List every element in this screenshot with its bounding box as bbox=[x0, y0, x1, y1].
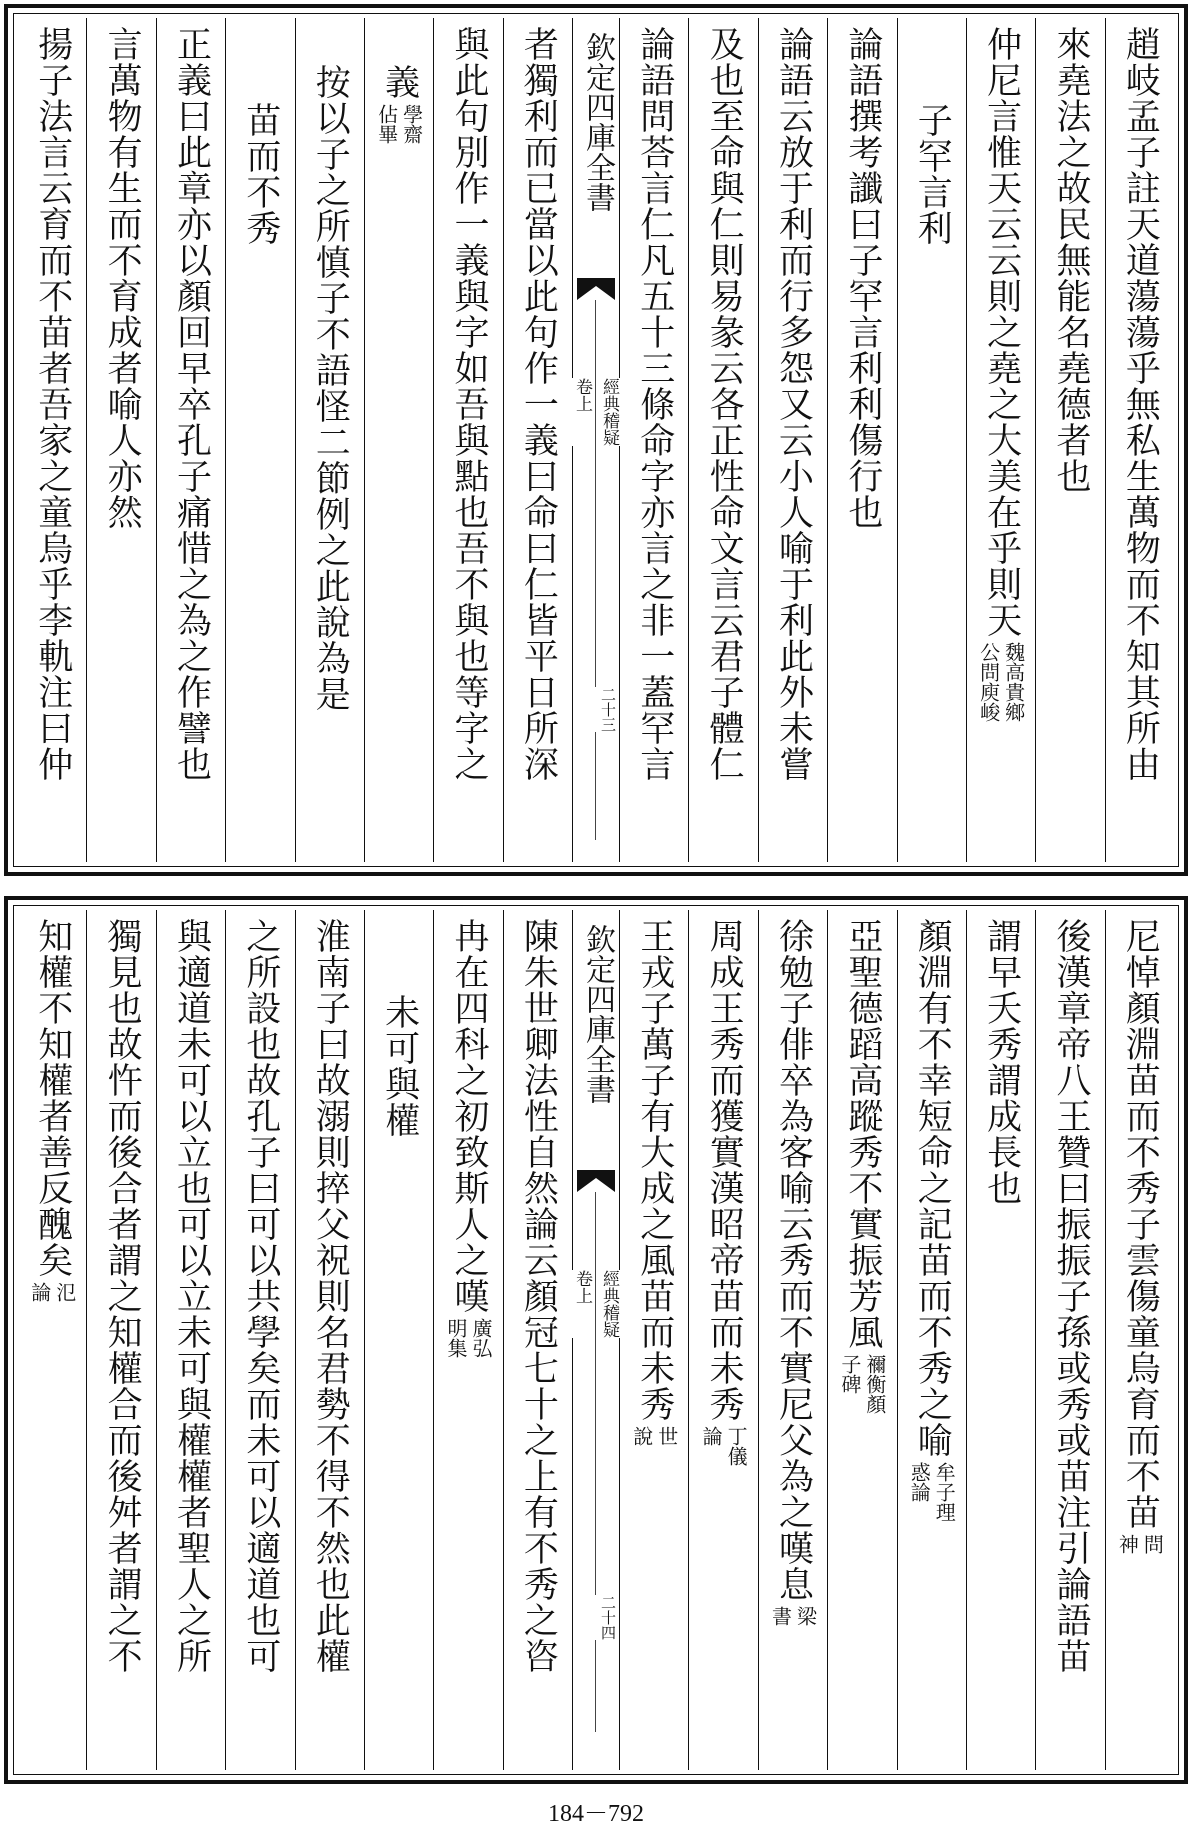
column-text: 與此句別作一義與字如吾與點也吾不與也等字之 bbox=[448, 26, 489, 782]
column-text: 及也至命與仁則易彖云各正性命文言云君子體仁 bbox=[704, 26, 745, 782]
text-column bbox=[503, 18, 572, 862]
column-text: 周成王秀而獲實漢昭帝苗而未秀 bbox=[704, 918, 745, 1422]
text-column bbox=[1035, 910, 1104, 1770]
book-title: 經典稽疑 bbox=[597, 1270, 622, 1338]
text-column bbox=[156, 910, 225, 1770]
volume-label: 卷上 bbox=[570, 1270, 595, 1338]
column-text: 亞聖德蹈高蹤秀不實振芳風 bbox=[842, 918, 883, 1350]
note-line: 禰衡顏 bbox=[862, 1354, 887, 1414]
note-line: 世 bbox=[654, 1426, 679, 1446]
note-line: 學齋 bbox=[399, 104, 424, 144]
volume-label: 卷上 bbox=[570, 378, 595, 446]
annotation-note bbox=[908, 1462, 955, 1522]
annotation-note bbox=[839, 1354, 886, 1414]
note-line: 問 bbox=[1140, 1534, 1165, 1554]
bottom-page-columns bbox=[18, 910, 1174, 1770]
note-line: 神 bbox=[1115, 1534, 1140, 1554]
text-column bbox=[503, 910, 572, 1770]
annotation-note bbox=[978, 642, 1025, 722]
note-line: 明集 bbox=[443, 1318, 468, 1358]
fishtail-mark-icon bbox=[577, 278, 615, 300]
book-title-block bbox=[573, 378, 619, 446]
column-text: 言萬物有生而不育成者喻人亦然 bbox=[102, 26, 143, 530]
text-column bbox=[619, 910, 688, 1770]
text-column bbox=[758, 910, 827, 1770]
column-text: 獨見也故忤而後合者謂之知權合而後舛者謂之不 bbox=[102, 918, 143, 1674]
text-column bbox=[364, 18, 433, 862]
column-text: 論語撰考讖曰子罕言利利傷行也 bbox=[842, 26, 883, 530]
text-column bbox=[1035, 18, 1104, 862]
text-column bbox=[966, 910, 1035, 1770]
leaf-number: 二十四 bbox=[573, 1595, 619, 1640]
book-title: 經典稽疑 bbox=[597, 378, 622, 446]
text-column bbox=[295, 18, 364, 862]
annotation-note bbox=[445, 1318, 492, 1358]
annotation-note bbox=[376, 104, 423, 144]
collection-title: 欽定四庫全書 bbox=[580, 924, 615, 1104]
column-text: 謂早夭秀謂成長也 bbox=[981, 918, 1022, 1206]
center-gutter bbox=[572, 910, 619, 1770]
text-column bbox=[1105, 18, 1174, 862]
fishtail-mark-icon bbox=[577, 1170, 615, 1192]
bottom-page-frame bbox=[4, 896, 1188, 1784]
top-page-frame bbox=[4, 4, 1188, 876]
text-column bbox=[619, 18, 688, 862]
text-column bbox=[295, 910, 364, 1770]
note-line: 子碑 bbox=[837, 1354, 862, 1394]
leaf-number: 二十三 bbox=[573, 687, 619, 732]
column-text: 淮南子曰故溺則捽父祝則名君勢不得不然也此權 bbox=[310, 918, 351, 1674]
column-text: 來堯法之故民無能名堯德者也 bbox=[1050, 26, 1091, 494]
column-text: 陳朱世卿法性自然論云顏冠七十之上有不秀之咨 bbox=[518, 918, 559, 1674]
text-column bbox=[86, 910, 155, 1770]
center-gutter bbox=[572, 18, 619, 862]
column-text: 知權不知權者善反醜矣 bbox=[32, 918, 73, 1278]
top-page-columns bbox=[18, 18, 1174, 862]
text-column bbox=[827, 910, 896, 1770]
column-text: 者獨利而已當以此句作一義曰命曰仁皆平日所深 bbox=[518, 26, 559, 782]
text-column bbox=[433, 18, 502, 862]
book-title-block bbox=[573, 1270, 619, 1338]
section-heading: 未可與權 bbox=[379, 994, 420, 1138]
column-text: 徐勉子俳卒為客喻云秀而不實尼父為之嘆息 bbox=[773, 918, 814, 1602]
column-text: 論語云放于利而行多怨又云小人喻于利此外未嘗 bbox=[773, 26, 814, 782]
column-text: 之所設也故孔子曰可以共學矣而未可以適道也可 bbox=[240, 918, 281, 1674]
text-column bbox=[156, 18, 225, 862]
column-text: 與適道未可以立也可以立未可與權權者聖人之所 bbox=[171, 918, 212, 1674]
section-heading: 子罕言利 bbox=[912, 102, 953, 246]
note-line: 丁儀 bbox=[724, 1426, 749, 1466]
collection-title: 欽定四庫全書 bbox=[580, 32, 615, 212]
text-column bbox=[433, 910, 502, 1770]
text-column bbox=[897, 910, 966, 1770]
page-number: 184－792 bbox=[548, 1801, 644, 1827]
column-text: 按以子之所慎子不語怪二節例之此說為是 bbox=[310, 64, 351, 712]
column-text: 顏淵有不幸短命之記苗而不秀之喻 bbox=[912, 918, 953, 1458]
text-column bbox=[86, 18, 155, 862]
note-line: 書 bbox=[768, 1606, 793, 1626]
column-text: 揚子法言云育而不苗者吾家之童烏乎李軌注曰仲 bbox=[32, 26, 73, 782]
note-line: 氾 bbox=[52, 1282, 77, 1302]
note-line: 廣弘 bbox=[468, 1318, 493, 1358]
note-line: 說 bbox=[629, 1426, 654, 1446]
text-column bbox=[18, 18, 86, 862]
text-column bbox=[225, 18, 294, 862]
section-heading: 苗而不秀 bbox=[240, 102, 281, 246]
annotation-note bbox=[29, 1282, 76, 1302]
column-text: 後漢章帝八王贊曰振振子孫或秀或苗注引論語苗 bbox=[1050, 918, 1091, 1674]
text-column bbox=[897, 18, 966, 862]
text-column bbox=[827, 18, 896, 862]
annotation-note bbox=[769, 1606, 816, 1626]
text-column bbox=[1105, 910, 1174, 1770]
column-text: 趙岐孟子註天道蕩蕩乎無私生萬物而不知其所由 bbox=[1120, 26, 1161, 782]
note-line: 論 bbox=[699, 1426, 724, 1446]
note-line: 魏高貴鄉 bbox=[1001, 642, 1026, 722]
column-text: 論語問荅言仁凡五十三條命字亦言之非一蓋罕言 bbox=[634, 26, 675, 782]
annotation-note bbox=[1116, 1534, 1163, 1554]
column-text: 王戎子萬子有大成之風苗而未秀 bbox=[634, 918, 675, 1422]
text-column bbox=[688, 18, 757, 862]
note-line: 惑論 bbox=[907, 1462, 932, 1502]
column-text: 仲尼言惟天云云則之堯之大美在乎則天 bbox=[981, 26, 1022, 638]
text-column bbox=[18, 910, 86, 1770]
annotation-note bbox=[700, 1426, 747, 1466]
note-line: 公問庾峻 bbox=[976, 642, 1001, 722]
column-text: 正義曰此章亦以顏回早卒孔子痛惜之為之作譬也 bbox=[171, 26, 212, 782]
column-text: 尼悼顏淵苗而不秀子雲傷童烏育而不苗 bbox=[1120, 918, 1161, 1530]
column-text: 義 bbox=[379, 64, 420, 100]
text-column bbox=[966, 18, 1035, 862]
text-column bbox=[688, 910, 757, 1770]
text-column bbox=[364, 910, 433, 1770]
note-line: 佔畢 bbox=[374, 104, 399, 144]
note-line: 梁 bbox=[793, 1606, 818, 1626]
note-line: 牟子理 bbox=[932, 1462, 957, 1522]
annotation-note bbox=[631, 1426, 678, 1446]
text-column bbox=[758, 18, 827, 862]
text-column bbox=[225, 910, 294, 1770]
column-text: 冉在四科之初致斯人之嘆 bbox=[448, 918, 489, 1314]
note-line: 論 bbox=[27, 1282, 52, 1302]
